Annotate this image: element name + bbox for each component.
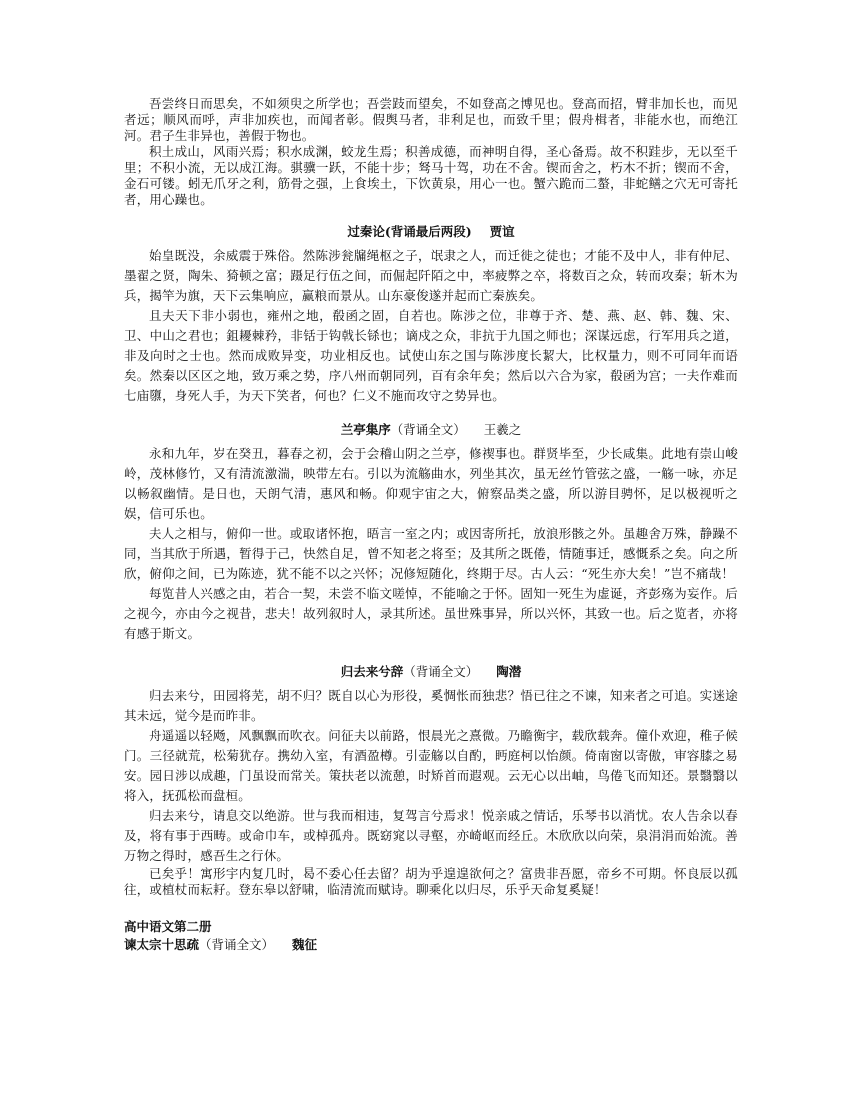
guoqin-title: 过秦论 <box>347 224 385 239</box>
lanting-paragraph-3: 每览昔人兴感之由，若合一契，未尝不临文嗟悼，不能喻之于怀。固知一死生为虚诞，齐彭殇为妄作。后之视今，亦由今之视昔，悲夫！故列叙时人，录其所述。虽世殊事异，所以兴怀，其致一也。后之览者，亦将有感于斯文。 <box>124 586 738 641</box>
xunzi-paragraph-1: 吾尝终日而思矣，不如须臾之所学也；吾尝跂而望矣，不如登高之博见也。登高而招，臂非加长也，而见者远；顺风而呼，声非加疾也，而闻者彰。假舆马者，非利足也，而致千里；假舟楫者，非能水也，而绝江河。君子生非异也，善假于物也。 <box>124 96 738 143</box>
lanting-paragraph-1: 永和九年，岁在癸丑，暮春之初，会于会稽山阴之兰亭，修禊事也。群贤毕至，少长咸集。此地有崇山峻岭，茂林修竹，又有清流激湍，映带左右。引以为流觞曲水，列坐其次，虽无丝竹管弦之盛，一觞一咏，亦足以畅叙幽情。是日也，天朗气清，惠风和畅。仰观宇宙之大，俯察品类之盛，所以游目骋怀，足以极视听之娱，信可乐也。 <box>124 446 738 521</box>
guiqulai-note: （背诵全文） <box>403 664 479 679</box>
guoqin-paragraph-2: 且夫天下非小弱也，雍州之地，殽函之固，自若也。陈涉之位，非尊于齐、楚、燕、赵、韩、魏、宋、卫、中山之君也；鉏耰棘矜，非铦于钩戟长铩也；谪戍之众，非抗于九国之师也；深谋远虑，行军用兵之道，非及向时之士也。然而成败异变，功业相反也。试使山东之国与陈涉度长絜大，比权量力，则不可同年而语矣。然秦以区区之地，致万乘之势，序八州而朝同列，百有余年矣；然后以六合为家，殽函为宫；一夫作难而七庙隳，身死人手，为天下笑者，何也？仁义不施而攻守之势异也。 <box>124 308 738 403</box>
book-heading: 高中语文第二册 <box>124 919 212 934</box>
guoqin-heading <box>124 222 738 242</box>
guiqulai-paragraph-1: 归去来兮，田园将芜，胡不归？既自以心为形役，奚惆怅而独悲？悟已往之不谏，知来者之可追。实迷途其未远，觉今是而昨非。 <box>124 688 738 723</box>
lanting-note: （背诵全文） <box>390 422 466 437</box>
next-note: （背诵全文） <box>199 937 275 952</box>
document-body <box>124 96 738 954</box>
guiqulai-heading <box>124 662 738 682</box>
lanting-title: 兰亭集序 <box>340 422 391 437</box>
next-section <box>124 918 738 954</box>
guiqulai-title: 归去来兮辞 <box>340 664 404 679</box>
guiqulai-paragraph-3: 归去来兮，请息交以绝游。世与我而相违，复驾言兮焉求！悦亲戚之情话，乐琴书以消忧。农人告余以春及，将有事于西畴。或命巾车，或棹孤舟。既窈窕以寻壑，亦崎岖而经丘。木欣欣以向荣，泉涓涓而始流。善万物之得时，感吾生之行休。 <box>124 808 738 863</box>
xunzi-paragraph-2: 积土成山，风雨兴焉；积水成渊，蛟龙生焉；积善成德，而神明自得，圣心备焉。故不积跬步，无以至千里；不积小流，无以成江海。骐骥一跃，不能十步；驽马十驾，功在不舍。锲而舍之，朽木不折；锲而不舍，金石可镂。蚓无爪牙之利，筋骨之强，上食埃土，下饮黄泉，用心一也。蟹六跪而二螯，非蛇鳝之穴无可寄托者，用心躁也。 <box>124 144 738 207</box>
guiqulai-paragraph-2: 舟遥遥以轻飏，风飘飘而吹衣。问征夫以前路，恨晨光之熹微。乃瞻衡宇，载欣载奔。僮仆欢迎，稚子候门。三径就荒，松菊犹存。携幼入室，有酒盈樽。引壶觞以自酌，眄庭柯以怡颜。倚南窗以寄傲，审容膝之易安。园日涉以成趣，门虽设而常关。策扶老以流憩，时矫首而遐观。云无心以出岫，鸟倦飞而知还。景翳翳以将入，抚孤松而盘桓。 <box>124 728 738 803</box>
lanting-heading <box>124 420 738 440</box>
next-title-line <box>124 936 738 954</box>
next-author: 魏征 <box>292 937 318 952</box>
guoqin-paragraph-1: 始皇既没，余威震于殊俗。然陈涉瓮牖绳枢之子，氓隶之人，而迁徙之徒也；才能不及中人，非有仲尼、墨翟之贤，陶朱、猗顿之富；蹑足行伍之间，而倔起阡陌之中，率疲弊之卒，将数百之众，转而攻秦；斩木为兵，揭竿为旗，天下云集响应，赢粮而景从。山东豪俊遂并起而亡秦族矣。 <box>124 248 738 303</box>
guiqulai-paragraph-4: 已矣乎！寓形宇内复几时，曷不委心任去留？胡为乎遑遑欲何之？富贵非吾愿，帝乡不可期。怀良辰以孤往，或植杖而耘耔。登东皋以舒啸，临清流而赋诗。聊乘化以归尽，乐乎天命复奚疑！ <box>124 866 738 897</box>
lanting-author: 王羲之 <box>483 422 522 437</box>
guoqin-note: (背诵最后两段) <box>384 224 472 239</box>
next-title: 谏太宗十思疏 <box>124 937 200 952</box>
guiqulai-author: 陶潜 <box>496 664 522 679</box>
guoqin-author: 贾谊 <box>489 224 515 239</box>
lanting-paragraph-2: 夫人之相与，俯仰一世。或取诸怀抱，晤言一室之内；或因寄所托，放浪形骸之外。虽趣舍万殊，静躁不同，当其欣于所遇，暂得于己，快然自足，曾不知老之将至；及其所之既倦，情随事迁，感慨系之矣。向之所欣，俯仰之间，已为陈迹，犹不能不以之兴怀；况修短随化，终期于尽。古人云：“死生亦大矣！”岂不痛哉！ <box>124 526 738 581</box>
